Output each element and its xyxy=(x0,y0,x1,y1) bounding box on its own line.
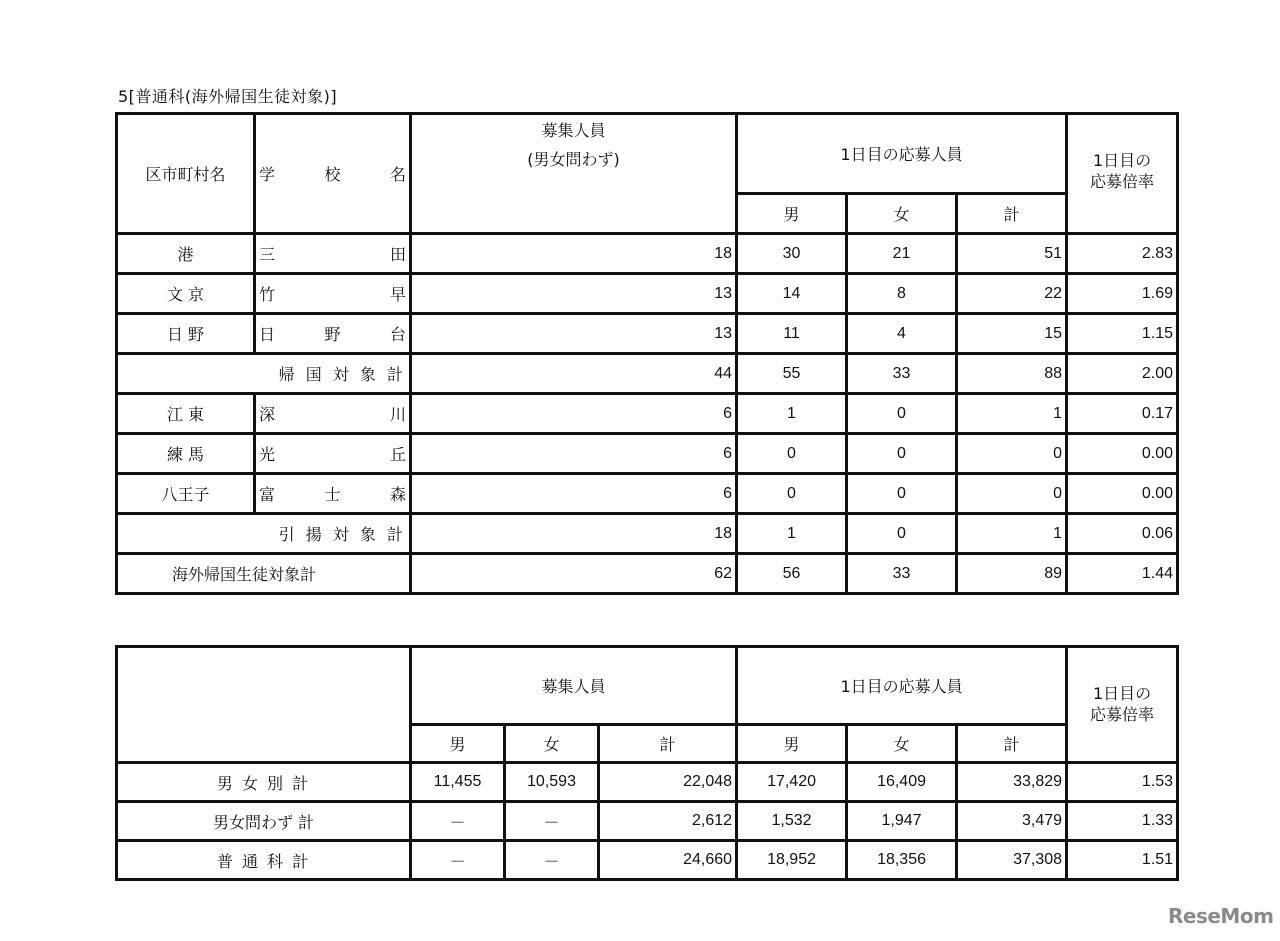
total-cell: 22 xyxy=(957,274,1067,314)
recruit-total-cell: 22,048 xyxy=(599,763,737,802)
section-title: 5[普通科(海外帰国生徒対象)] xyxy=(118,87,338,106)
school-cell xyxy=(255,234,411,274)
header-ratio-line1: 1日目の xyxy=(1092,684,1152,703)
recruit-total-cell: 2,612 xyxy=(599,802,737,841)
female-cell: 4 xyxy=(847,314,957,354)
recruit-cell: 6 xyxy=(411,474,737,514)
applicants-female-cell: 1,947 xyxy=(847,802,957,841)
school-cell xyxy=(255,394,411,434)
male-cell: 14 xyxy=(737,274,847,314)
header-recruit-total: 計 xyxy=(599,725,737,763)
ratio-cell: 1.69 xyxy=(1067,274,1178,314)
row-label: 普 通 科 計 xyxy=(117,841,411,880)
ratio-cell: 0.17 xyxy=(1067,394,1178,434)
school-char: 深 xyxy=(259,405,276,424)
header-applicants-total: 計 xyxy=(957,725,1067,763)
resemom-logo: ReseMom xyxy=(1168,904,1274,928)
total-cell: 15 xyxy=(957,314,1067,354)
school-char: 士 xyxy=(324,485,341,504)
subtotal-row xyxy=(117,354,1178,394)
recruit-cell: 6 xyxy=(411,434,737,474)
summary-table xyxy=(115,645,1179,881)
district-cell: 港 xyxy=(117,234,255,274)
female-cell: 0 xyxy=(847,394,957,434)
summary-row xyxy=(117,802,1178,841)
applicants-total-cell: 3,479 xyxy=(957,802,1067,841)
header-ratio xyxy=(1067,647,1178,763)
female-cell: 33 xyxy=(847,354,957,394)
recruit-cell: 13 xyxy=(411,314,737,354)
female-cell: 0 xyxy=(847,514,957,554)
male-cell: 1 xyxy=(737,514,847,554)
district-cell: 日 野 xyxy=(117,314,255,354)
ratio-cell: 0.06 xyxy=(1067,514,1178,554)
applicants-male-cell: 18,952 xyxy=(737,841,847,880)
recruit-male-cell: － xyxy=(411,841,505,880)
ratio-cell: 0.00 xyxy=(1067,474,1178,514)
school-char: 富 xyxy=(259,485,276,504)
grandtotal-label: 海外帰国生徒対象計 xyxy=(117,554,411,594)
total-cell: 1 xyxy=(957,394,1067,434)
ratio-cell: 1.53 xyxy=(1067,763,1178,802)
male-cell: 30 xyxy=(737,234,847,274)
overseas-returnee-table xyxy=(115,112,1179,595)
header-female: 女 xyxy=(847,194,957,234)
header-district: 区市町村名 xyxy=(117,114,255,234)
recruit-cell: 13 xyxy=(411,274,737,314)
header-recruit-female: 女 xyxy=(505,725,599,763)
male-cell: 0 xyxy=(737,474,847,514)
district-cell: 文 京 xyxy=(117,274,255,314)
male-cell: 56 xyxy=(737,554,847,594)
row-label: 男女問わず 計 xyxy=(117,802,411,841)
header-total: 計 xyxy=(957,194,1067,234)
subtotal-row xyxy=(117,514,1178,554)
school-char: 田 xyxy=(389,245,406,264)
male-cell: 11 xyxy=(737,314,847,354)
recruit-female-cell: 10,593 xyxy=(505,763,599,802)
ratio-cell: 1.44 xyxy=(1067,554,1178,594)
header-blank xyxy=(117,647,411,763)
header-recruit-line1: 募集人員 xyxy=(541,121,606,140)
table-row xyxy=(117,474,1178,514)
male-cell: 1 xyxy=(737,394,847,434)
total-cell: 0 xyxy=(957,434,1067,474)
school-char: 川 xyxy=(389,405,406,424)
district-cell: 練 馬 xyxy=(117,434,255,474)
school-char: 早 xyxy=(389,285,406,304)
recruit-cell: 18 xyxy=(411,234,737,274)
recruit-cell: 18 xyxy=(411,514,737,554)
ratio-cell: 1.51 xyxy=(1067,841,1178,880)
applicants-total-cell: 37,308 xyxy=(957,841,1067,880)
applicants-female-cell: 16,409 xyxy=(847,763,957,802)
recruit-male-cell: 11,455 xyxy=(411,763,505,802)
ratio-cell: 2.00 xyxy=(1067,354,1178,394)
recruit-female-cell: － xyxy=(505,841,599,880)
ratio-cell: 1.33 xyxy=(1067,802,1178,841)
total-cell: 1 xyxy=(957,514,1067,554)
district-cell: 江 東 xyxy=(117,394,255,434)
header-school-char: 名 xyxy=(389,165,406,184)
table-row xyxy=(117,234,1178,274)
ratio-cell: 2.83 xyxy=(1067,234,1178,274)
header-ratio xyxy=(1067,114,1178,234)
ratio-cell: 0.00 xyxy=(1067,434,1178,474)
applicants-male-cell: 17,420 xyxy=(737,763,847,802)
school-cell xyxy=(255,474,411,514)
header-school-char: 校 xyxy=(324,165,341,184)
header-school xyxy=(255,114,411,234)
header-recruit: 募集人員 xyxy=(411,647,737,725)
school-cell xyxy=(255,314,411,354)
female-cell: 0 xyxy=(847,474,957,514)
female-cell: 0 xyxy=(847,434,957,474)
school-cell xyxy=(255,274,411,314)
row-label: 男 女 別 計 xyxy=(117,763,411,802)
female-cell: 21 xyxy=(847,234,957,274)
table-row xyxy=(117,434,1178,474)
recruit-female-cell: － xyxy=(505,802,599,841)
recruit-male-cell: － xyxy=(411,802,505,841)
applicants-female-cell: 18,356 xyxy=(847,841,957,880)
header-recruit-male: 男 xyxy=(411,725,505,763)
applicants-total-cell: 33,829 xyxy=(957,763,1067,802)
male-cell: 0 xyxy=(737,434,847,474)
school-char: 丘 xyxy=(389,445,406,464)
school-char: 森 xyxy=(389,485,406,504)
ratio-cell: 1.15 xyxy=(1067,314,1178,354)
grandtotal-row xyxy=(117,554,1178,594)
total-cell: 51 xyxy=(957,234,1067,274)
summary-row xyxy=(117,763,1178,802)
school-cell xyxy=(255,434,411,474)
table-row xyxy=(117,274,1178,314)
subtotal-label: 帰 国 対 象 計 xyxy=(117,354,411,394)
school-char: 三 xyxy=(259,245,276,264)
summary-row xyxy=(117,841,1178,880)
school-char: 台 xyxy=(389,325,406,344)
total-cell: 89 xyxy=(957,554,1067,594)
header-applicants-female: 女 xyxy=(847,725,957,763)
header-recruit xyxy=(411,114,737,234)
school-char: 日 xyxy=(259,325,276,344)
recruit-cell: 44 xyxy=(411,354,737,394)
total-cell: 0 xyxy=(957,474,1067,514)
recruit-total-cell: 24,660 xyxy=(599,841,737,880)
header-ratio-line2: 応募倍率 xyxy=(1090,704,1155,724)
table-row xyxy=(117,314,1178,354)
applicants-male-cell: 1,532 xyxy=(737,802,847,841)
female-cell: 8 xyxy=(847,274,957,314)
district-cell: 八王子 xyxy=(117,474,255,514)
school-char: 光 xyxy=(259,445,276,464)
header-ratio-line1: 1日目の xyxy=(1092,151,1152,170)
header-applicants: 1日目の応募人員 xyxy=(737,114,1067,194)
female-cell: 33 xyxy=(847,554,957,594)
header-ratio-line2: 応募倍率 xyxy=(1090,171,1155,191)
header-school-char: 学 xyxy=(259,165,276,184)
recruit-cell: 62 xyxy=(411,554,737,594)
subtotal-label: 引 揚 対 象 計 xyxy=(117,514,411,554)
male-cell: 55 xyxy=(737,354,847,394)
total-cell: 88 xyxy=(957,354,1067,394)
school-char: 野 xyxy=(324,325,341,344)
header-male: 男 xyxy=(737,194,847,234)
header-applicants: 1日目の応募人員 xyxy=(737,647,1067,725)
header-recruit-line2: (男女問わず) xyxy=(527,149,620,169)
table-row xyxy=(117,394,1178,434)
recruit-cell: 6 xyxy=(411,394,737,434)
header-applicants-male: 男 xyxy=(737,725,847,763)
school-char: 竹 xyxy=(259,285,276,304)
